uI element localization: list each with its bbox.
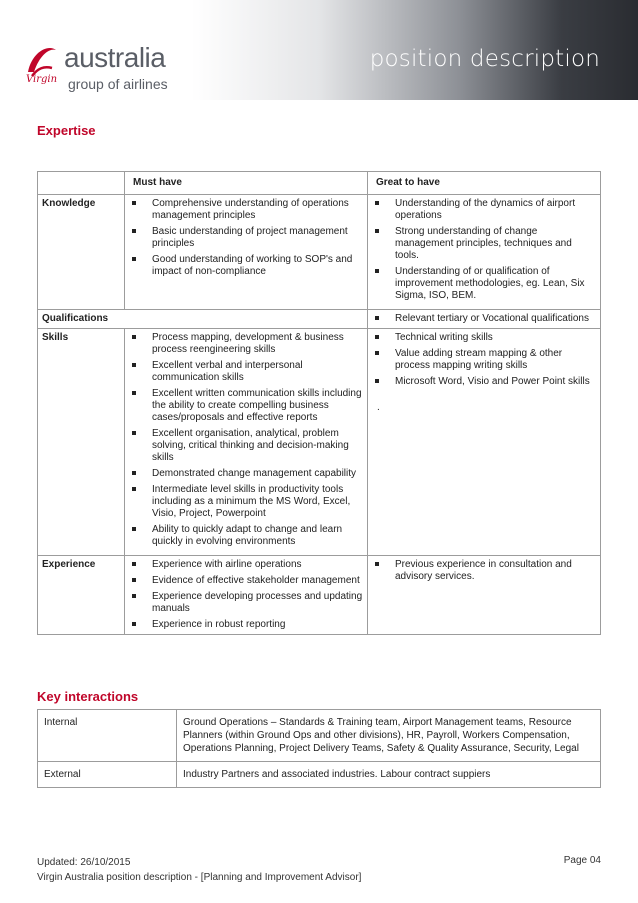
row-value: Ground Operations – Standards & Training team, Airport Management teams, Resource Planners (within Ground Ops and other divisions), HR, Payroll, Workers Compensation, Operations Planning, Project Delivery Teams, Safety & Quality Assurance, Security, Legal [177, 710, 601, 762]
great-to-have-cell [368, 195, 601, 310]
table-row [38, 195, 601, 310]
expertise-header-row [38, 172, 601, 195]
expertise-table [37, 171, 601, 635]
bullet-list [372, 313, 596, 325]
table-row [38, 556, 601, 635]
great-to-have-header: Great to have [368, 172, 601, 195]
row-label: Qualifications [38, 310, 368, 329]
expertise-heading: Expertise [37, 123, 96, 138]
bullet-list [372, 332, 596, 388]
list-item: Understanding of or qualification of improvement methodologies, eg. Lean, Six Sigma, ISO, BEM. [372, 266, 596, 302]
list-item: Experience developing processes and updating manuals [129, 591, 363, 615]
empty-header-cell [38, 172, 125, 195]
row-label: Experience [38, 556, 125, 635]
list-item: Microsoft Word, Visio and Power Point skills [372, 376, 596, 388]
page-number: Page 04 [563, 855, 601, 866]
table-row [38, 310, 601, 329]
great-to-have-cell [368, 310, 601, 329]
list-item: Good understanding of working to SOP's and impact of non-compliance [129, 254, 363, 278]
table-row [38, 329, 601, 556]
svg-text:Virgin: Virgin [26, 74, 58, 85]
list-item: Value adding stream mapping & other process mapping writing skills [372, 348, 596, 372]
bullet-list [129, 198, 363, 278]
list-item: Comprehensive understanding of operations management principles [129, 198, 363, 222]
bullet-list [129, 559, 363, 631]
list-item: Evidence of effective stakeholder management [129, 575, 363, 587]
brand-tagline: group of airlines [68, 76, 168, 92]
must-have-cell [125, 195, 368, 310]
must-have-cell [125, 329, 368, 556]
list-item: Previous experience in consultation and advisory services. [372, 559, 596, 583]
row-label: External [38, 762, 177, 788]
list-item: Demonstrated change management capability [129, 468, 363, 480]
list-item: Excellent written communication skills including the ability to create compelling business cases/proposals and effective reports [129, 388, 363, 424]
row-label: Skills [38, 329, 125, 556]
list-item: Excellent organisation, analytical, problem solving, critical thinking and decision-making skills [129, 428, 363, 464]
list-item: Basic understanding of project management principles [129, 226, 363, 250]
key-interactions-heading: Key interactions [37, 689, 139, 704]
list-item: Understanding of the dynamics of airport operations [372, 198, 596, 222]
list-item: Ability to quickly adapt to change and learn quickly in evolving environments [129, 524, 363, 548]
document-type-title: position description [369, 46, 600, 72]
bullet-list [372, 559, 596, 583]
list-item: Technical writing skills [372, 332, 596, 344]
footer-left [37, 855, 361, 885]
key-interactions-table [37, 709, 601, 788]
list-item: Relevant tertiary or Vocational qualifications [372, 313, 596, 325]
bullet-list [372, 198, 596, 302]
list-item: Intermediate level skills in productivity tools including as a minimum the MS Word, Excel, Visio, Project, Powerpoint [129, 484, 363, 520]
list-item: Excellent verbal and interpersonal communication skills [129, 360, 363, 384]
great-to-have-cell [368, 556, 601, 635]
list-item: Process mapping, development & business process reengineering skills [129, 332, 363, 356]
great-to-have-cell [368, 329, 601, 556]
company-logo [18, 36, 188, 96]
must-have-cell [125, 556, 368, 635]
row-label: Internal [38, 710, 177, 762]
virgin-script-logo-icon [22, 42, 62, 86]
list-item: Experience in robust reporting [129, 619, 363, 631]
updated-date: Updated: 26/10/2015 [37, 857, 131, 868]
row-label: Knowledge [38, 195, 125, 310]
table-row [38, 710, 601, 762]
document-line: Virgin Australia position description - [Planning and Improvement Advisor] [37, 872, 362, 883]
must-have-header: Must have [125, 172, 368, 195]
brand-name: australia [64, 42, 166, 73]
table-row [38, 762, 601, 788]
bullet-list [129, 332, 363, 548]
trailing-period: . [377, 402, 380, 413]
list-item: Strong understanding of change management principles, techniques and tools. [372, 226, 596, 262]
list-item: Experience with airline operations [129, 559, 363, 571]
row-value: Industry Partners and associated industries. Labour contract suppiers [177, 762, 601, 788]
